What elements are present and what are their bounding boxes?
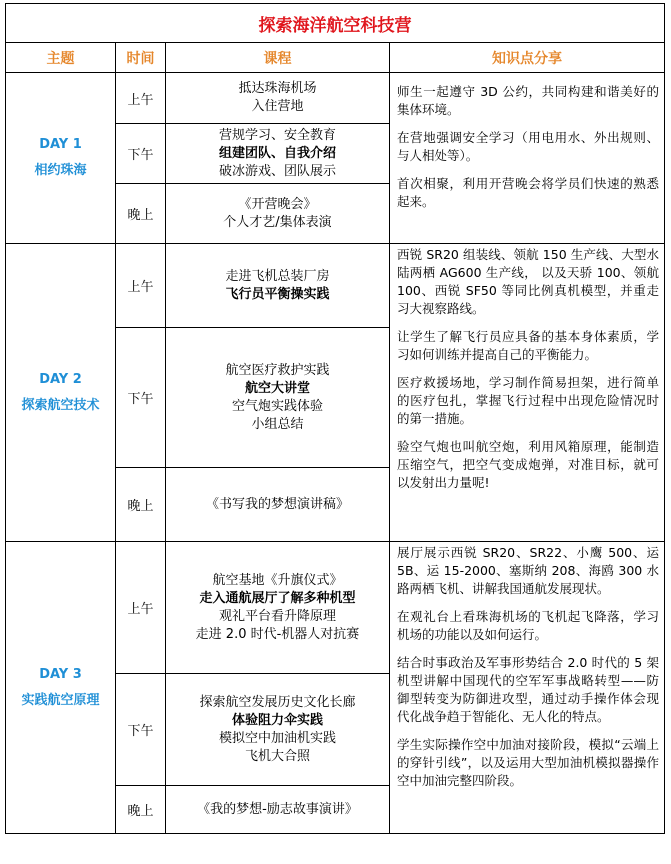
- course-line: 走进 2.0 时代-机器人对抗赛: [195, 626, 360, 642]
- header-knowledge: 知识点分享: [390, 43, 665, 73]
- day-1-afternoon-time: 下午: [116, 124, 166, 184]
- course-line: 航空大讲堂: [244, 380, 310, 396]
- schedule-table: [5, 3, 665, 834]
- day-3-cell: [6, 542, 116, 834]
- day-1-label: DAY 1: [39, 137, 82, 152]
- day-3-afternoon-course: [166, 674, 390, 786]
- header-course: 课程: [166, 43, 390, 73]
- day-1-morning-course: [166, 73, 390, 124]
- day-2-morning-course: [166, 244, 390, 328]
- course-line: 走进飞机总装厂房: [225, 268, 330, 284]
- knowledge-paragraph: 结合时事政治及军事形势结合 2.0 时代的 5 架机型讲解中国现代的空军军事战略转型——防御型转变为防御进攻型，通过动手操作体会现代化战争趋于智能化、无人化的特点。: [397, 655, 659, 724]
- day-1-evening-time: 晚上: [116, 184, 166, 244]
- knowledge-paragraph: 展厅展示西锐 SR20、SR22、小鹰 500、运 5B、运 15-2000、塞斯纳 208、海鸥 300 水路两栖飞机、讲解我国通航发展现状。: [397, 545, 659, 596]
- day-2-morning-time: 上午: [116, 244, 166, 328]
- knowledge-paragraph: 在观礼台上看珠海机场的飞机起飞降落，学习机场的功能以及如何运行。: [397, 609, 659, 642]
- course-line: 个人才艺/集体表演: [223, 214, 332, 230]
- day-1-evening-course: [166, 184, 390, 244]
- day-2-evening-time: 晚上: [116, 468, 166, 542]
- day-1-knowledge: [390, 73, 665, 244]
- knowledge-paragraph: 验空气炮也叫航空炮，利用风箱原理，能制造压缩空气，把空气变成炮弹，对准目标，就可以发射出力量呢!: [397, 439, 659, 490]
- day-3-morning-course: [166, 542, 390, 674]
- course-line: 模拟空中加油机实践: [218, 730, 336, 746]
- course-line: 走入通航展厅了解多种机型: [199, 590, 356, 606]
- day-1-cell: [6, 73, 116, 244]
- course-line: 《书写我的梦想演讲稿》: [205, 496, 349, 512]
- course-line: 破冰游戏、团队展示: [218, 163, 336, 179]
- course-line: 航空医疗救护实践: [225, 362, 330, 378]
- day-2-afternoon-time: 下午: [116, 328, 166, 468]
- day-3-theme: 实践航空原理: [21, 692, 100, 708]
- course-line: 营规学习、安全教育: [218, 127, 336, 143]
- course-line: 入住营地: [251, 99, 304, 114]
- day-2-cell: [6, 244, 116, 542]
- course-line: 观礼平台看升降原理: [218, 608, 336, 624]
- day-3-evening-time: 晚上: [116, 786, 166, 834]
- knowledge-paragraph: 师生一起遵守 3D 公约，共同构建和谐美好的集体环境。: [397, 84, 659, 117]
- course-line: 小组总结: [251, 416, 304, 432]
- knowledge-paragraph: 学生实际操作空中加油对接阶段，模拟“云端上的穿针引线”，以及运用大型加油机模拟器操作空中加油完整四阶段。: [397, 737, 659, 788]
- day-3-label: DAY 3: [39, 666, 82, 682]
- page-title: 探索海洋航空科技营: [6, 4, 665, 43]
- header-time: 时间: [116, 43, 166, 73]
- day-2-knowledge: [390, 244, 665, 542]
- course-line: 组建团队、自我介绍: [218, 145, 336, 161]
- day-2-label: DAY 2: [39, 371, 82, 387]
- knowledge-paragraph: 在营地强调安全学习（用电用水、外出规则、与人相处等）。: [397, 130, 659, 163]
- course-line: 《开营晚会》: [238, 196, 317, 212]
- day-1-theme: 相约珠海: [34, 163, 87, 178]
- day-1-afternoon-course: [166, 124, 390, 184]
- day-2-theme: 探索航空技术: [21, 397, 100, 413]
- header-theme: 主题: [6, 43, 116, 73]
- day-3-evening-course: [166, 786, 390, 834]
- course-line: 航空基地《升旗仪式》: [212, 572, 343, 588]
- day-2-evening-course: [166, 468, 390, 542]
- course-line: 抵达珠海机场: [238, 81, 317, 96]
- course-line: 空气炮实践体验: [231, 398, 323, 414]
- course-line: 《我的梦想-励志故事演讲》: [197, 801, 358, 817]
- day-1-morning-time: 上午: [116, 73, 166, 124]
- course-line: 飞行员平衡操实践: [225, 286, 330, 302]
- course-line: 探索航空发展历史文化长廊: [199, 694, 356, 710]
- day-3-morning-time: 上午: [116, 542, 166, 674]
- knowledge-paragraph: 让学生了解飞行员应具备的基本身体素质，学习如何训练并提高自己的平衡能力。: [397, 329, 659, 362]
- knowledge-paragraph: 首次相聚，利用开营晚会将学员们快速的熟悉起来。: [397, 176, 659, 209]
- knowledge-paragraph: 医疗救援场地，学习制作简易担架，进行简单的医疗包扎，掌握飞行过程中出现危险情况时的第一措施。: [397, 375, 659, 426]
- day-2-afternoon-course: [166, 328, 390, 468]
- day-3-afternoon-time: 下午: [116, 674, 166, 786]
- course-line: 飞机大合照: [244, 748, 310, 764]
- knowledge-paragraph: 西锐 SR20 组装线、领航 150 生产线、大型水陆两栖 AG600 生产线， 以及天骄 100、领航 100、西锐 SF50 等同比例真机模型，并重走习大视察路线。: [397, 247, 659, 316]
- course-line: 体验阻力伞实践: [231, 712, 323, 728]
- day-3-knowledge: [390, 542, 665, 834]
- schedule-sheet: [5, 3, 664, 834]
